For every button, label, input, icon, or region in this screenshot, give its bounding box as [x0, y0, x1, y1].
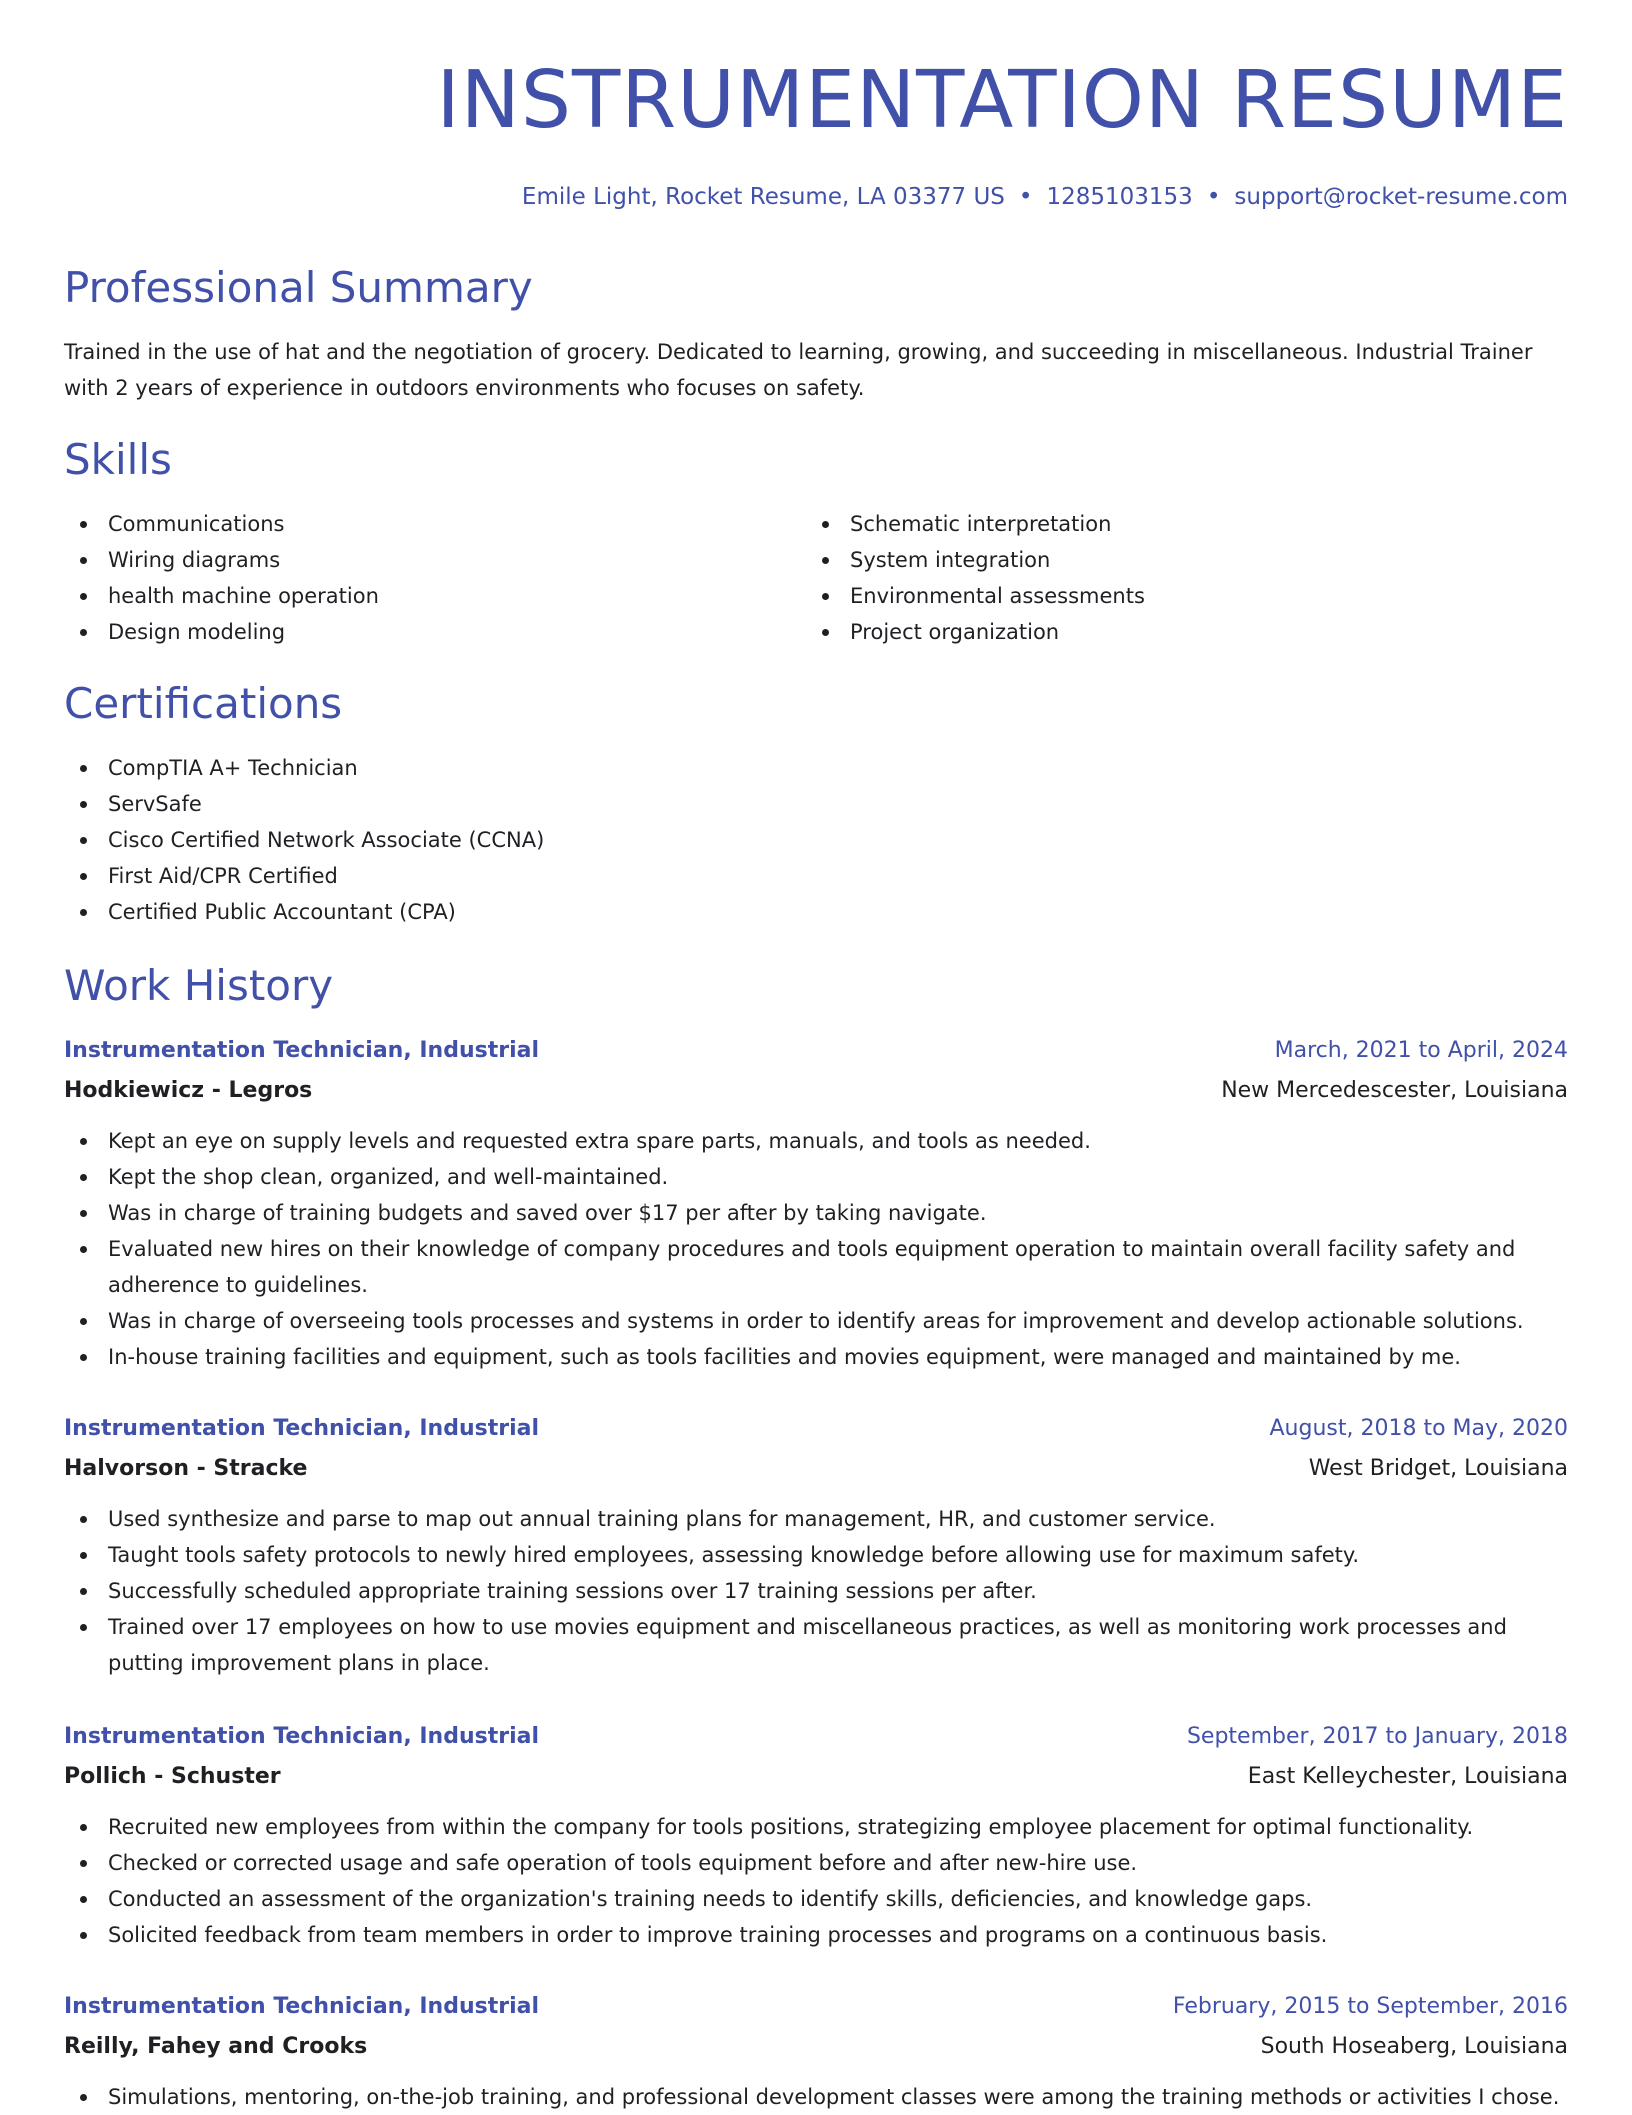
job-bullet: Used synthesize and parse to map out annual training plans for management, HR, and customer service. — [64, 1501, 1568, 1537]
certification-item: Certified Public Accountant (CPA) — [64, 894, 1064, 930]
job-company: Hodkiewicz - Legros — [64, 1078, 313, 1103]
job-location: West Bridget, Louisiana — [1308, 1456, 1568, 1481]
job-bullet: Recruited new employees from within the company for tools positions, strategizing employee placement for optimal functionality. — [64, 1809, 1568, 1845]
job-title: Instrumentation Technician, Industrial — [64, 1994, 539, 2019]
job-company: Pollich - Schuster — [64, 1764, 281, 1789]
job-company-row — [64, 2027, 1568, 2067]
job-title: Instrumentation Technician, Industrial — [64, 1416, 539, 1441]
job-location: South Hoseaberg, Louisiana — [1260, 2034, 1568, 2059]
skill-item: Design modeling — [64, 614, 764, 650]
skill-item: Wiring diagrams — [64, 542, 764, 578]
job-title-row — [64, 1717, 1568, 1757]
job-dates: August, 2018 to May, 2020 — [1269, 1416, 1568, 1441]
certification-item: First Aid/CPR Certified — [64, 858, 1064, 894]
skill-item: Communications — [64, 506, 764, 542]
summary-text: Trained in the use of hat and the negotiation of grocery. Dedicated to learning, growing, and succeeding in miscellaneous. Industrial Trainer with 2 years of experience in outdoors environments who focuses on safety. — [64, 340, 1533, 400]
resume-title: INSTRUMENTATION RESUME — [436, 54, 1568, 146]
job-dates: September, 2017 to January, 2018 — [1186, 1724, 1568, 1749]
skill-item: Environmental assessments — [806, 578, 1506, 614]
summary-heading: Professional Summary — [64, 263, 533, 312]
contact-phone: 1285103153 — [1046, 184, 1193, 210]
job-title-row — [64, 1409, 1568, 1449]
job-entry — [64, 1987, 1568, 2115]
job-bullet: Successfully scheduled appropriate training sessions over 17 training sessions per after. — [64, 1573, 1568, 1609]
contact-address: Emile Light, Rocket Resume, LA 03377 US — [521, 184, 1005, 210]
job-company-row — [64, 1071, 1568, 1111]
certification-item: Cisco Certified Network Associate (CCNA) — [64, 822, 1064, 858]
job-bullet: Kept an eye on supply levels and requested extra spare parts, manuals, and tools as needed. — [64, 1123, 1568, 1159]
job-bullet: Evaluated new hires on their knowledge of company procedures and tools equipment operation to maintain overall facility safety and adherence to guidelines. — [64, 1231, 1568, 1303]
job-bullet: Trained over 17 employees on how to use movies equipment and miscellaneous practices, as well as monitoring work processes and putting improvement plans in place. — [64, 1609, 1568, 1681]
job-bullet: In-house training facilities and equipment, such as tools facilities and movies equipment, were managed and maintained by me. — [64, 1339, 1568, 1375]
skill-item: health machine operation — [64, 578, 764, 614]
contact-email: support@rocket-resume.com — [1234, 184, 1568, 210]
job-bullet: Simulations, mentoring, on-the-job training, and professional development classes were among the training methods or activities I chose. — [64, 2079, 1568, 2115]
job-entry — [64, 1031, 1568, 1375]
job-location: East Kelleychester, Louisiana — [1247, 1764, 1568, 1789]
contact-line — [522, 180, 1568, 214]
resume-page — [64, 0, 1568, 2112]
certification-item: CompTIA A+ Technician — [64, 750, 1064, 786]
job-dates: March, 2021 to April, 2024 — [1274, 1038, 1568, 1063]
job-bullet: Taught tools safety protocols to newly hired employees, assessing knowledge before allowing use for maximum safety. — [64, 1537, 1568, 1573]
job-title: Instrumentation Technician, Industrial — [64, 1724, 539, 1749]
job-bullet: Was in charge of training budgets and saved over $17 per after by taking navigate. — [64, 1195, 1568, 1231]
skills-right-column — [806, 506, 1506, 650]
skills-left-column — [64, 506, 764, 650]
job-entry — [64, 1717, 1568, 1953]
skills-heading: Skills — [64, 435, 172, 484]
certifications-heading: Certifications — [64, 679, 343, 728]
job-location: New Mercedescester, Louisiana — [1221, 1078, 1568, 1103]
work-history-heading: Work History — [64, 961, 334, 1010]
skill-item: Schematic interpretation — [806, 506, 1506, 542]
certification-item: ServSafe — [64, 786, 1064, 822]
job-title: Instrumentation Technician, Industrial — [64, 1038, 539, 1063]
job-bullet: Checked or corrected usage and safe operation of tools equipment before and after new-hire use. — [64, 1845, 1568, 1881]
skill-item: Project organization — [806, 614, 1506, 650]
job-bullet: Kept the shop clean, organized, and well-maintained. — [64, 1159, 1568, 1195]
certifications-list — [64, 750, 1064, 930]
job-title-row — [64, 1987, 1568, 2027]
job-bullet: Solicited feedback from team members in order to improve training processes and programs on a continuous basis. — [64, 1917, 1568, 1953]
job-company-row — [64, 1449, 1568, 1489]
job-company: Halvorson - Stracke — [64, 1456, 308, 1481]
skill-item: System integration — [806, 542, 1506, 578]
job-bullet: Conducted an assessment of the organization's training needs to identify skills, deficiencies, and knowledge gaps. — [64, 1881, 1568, 1917]
job-title-row — [64, 1031, 1568, 1071]
job-entry — [64, 1409, 1568, 1681]
job-company: Reilly, Fahey and Crooks — [64, 2034, 368, 2059]
job-dates: February, 2015 to September, 2016 — [1172, 1994, 1568, 2019]
contact-separator: • — [1206, 184, 1221, 210]
contact-separator: • — [1018, 184, 1033, 210]
job-bullet: Was in charge of overseeing tools processes and systems in order to identify areas for improvement and develop actionable solutions. — [64, 1303, 1568, 1339]
job-company-row — [64, 1757, 1568, 1797]
